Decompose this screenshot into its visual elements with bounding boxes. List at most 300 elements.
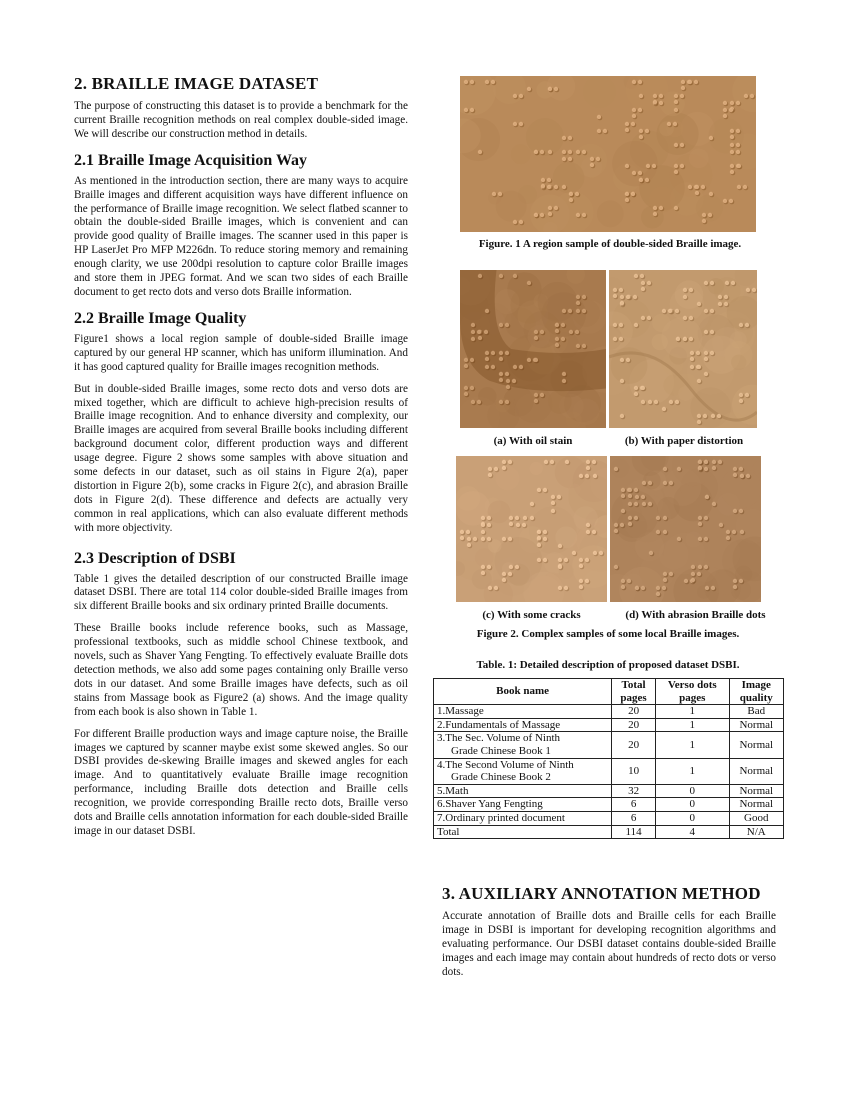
braille-dot [572,551,576,555]
braille-dot [704,357,708,361]
cell-quality: Normal [729,718,783,732]
braille-dot [513,274,517,278]
braille-dot [698,522,702,526]
section-2-3-paragraph-1: Table 1 gives the detailed description of our constructed Braille image dataset DSBI. There are total 114 color double-sided Braille images from six different Braille books and six ordinary printed Braille documents. [74,572,408,613]
braille-dot [582,150,586,154]
header-verso-pages [655,679,729,705]
section-2-heading: 2. BRAILLE IMAGE DATASET [74,74,319,93]
cell-book: 6.Shaver Yang Fengting [434,798,612,812]
table-row-total [434,825,784,839]
braille-dot [739,579,743,583]
section-3-heading: 3. AUXILIARY ANNOTATION METHOD [442,884,761,903]
braille-dot [576,150,580,154]
braille-dot [683,316,687,320]
braille-dot [481,530,485,534]
cell-book: 5.Math [434,784,612,798]
braille-dot [646,164,650,168]
braille-dot [726,536,730,540]
braille-dot [690,365,694,369]
braille-dot [519,122,523,126]
braille-dot [620,414,624,418]
braille-dot [704,330,708,334]
braille-dot [506,385,510,389]
cell-total: 32 [612,784,656,798]
braille-dot [586,460,590,464]
cell-total: 10 [612,758,656,784]
braille-dot [641,316,645,320]
braille-dot [590,163,594,167]
braille-dot [543,558,547,562]
braille-dot [704,351,708,355]
cell-verso: 1 [655,718,729,732]
header-total-line2: pages [620,691,647,704]
braille-dot [669,481,673,485]
braille-dot [732,530,736,534]
braille-dot [499,400,503,404]
braille-dot [576,295,580,299]
braille-dot [614,565,618,569]
table-1-caption: Table. 1: Detailed description of proposed dataset DSBI. [476,659,740,671]
figure-2c-label: (c) With some cracks [482,609,581,621]
braille-dot [710,281,714,285]
braille-dot [470,80,474,84]
braille-dot [519,220,523,224]
braille-dot [464,392,468,396]
paper-texture [568,484,581,497]
braille-dot [737,164,741,168]
braille-dot [513,94,517,98]
paper-texture [597,200,624,227]
braille-dot [464,80,468,84]
braille-dot [746,288,750,292]
braille-dot [695,191,699,195]
cell-book-line2: Grade Chinese Book 2 [451,771,551,784]
figure-1-caption: Figure. 1 A region sample of double-sided Braille image. [478,238,742,250]
braille-dot [499,357,503,361]
braille-dot [481,516,485,520]
braille-dot [590,157,594,161]
section-3 [442,884,776,988]
cell-total: 20 [612,732,656,758]
braille-dot [516,523,520,527]
braille-dot [724,302,728,306]
braille-dot [481,565,485,569]
braille-dot [712,502,716,506]
braille-dot [698,516,702,520]
braille-dot [656,516,660,520]
braille-dot [704,372,708,376]
braille-dot [731,281,735,285]
braille-dot [540,213,544,217]
braille-dot [579,558,583,562]
paper-texture [565,412,581,428]
braille-dot [621,509,625,513]
braille-dot [477,400,481,404]
braille-dot [547,178,551,182]
braille-dot [638,171,642,175]
braille-dot [680,164,684,168]
cell-book: 7.Ordinary printed document [434,811,612,825]
braille-dot [625,192,629,196]
table-row [434,705,784,719]
braille-dot [639,129,643,133]
braille-dot [730,164,734,168]
braille-dot [502,460,506,464]
braille-dot [621,488,625,492]
braille-dot [694,80,698,84]
braille-dot [484,330,488,334]
braille-dot [585,474,589,478]
braille-dot [652,164,656,168]
braille-dot [579,579,583,583]
braille-dot [502,537,506,541]
braille-dot [675,400,679,404]
braille-dot [506,379,510,383]
braille-dot [565,460,569,464]
paper-texture [708,278,724,294]
braille-dot [562,309,566,313]
braille-dot [586,466,590,470]
braille-dot [746,474,750,478]
braille-dot [499,372,503,376]
braille-dot [597,115,601,119]
figure-2b-image [609,270,757,428]
braille-dot [712,460,716,464]
braille-dot [620,379,624,383]
braille-dot [641,287,645,291]
braille-dot [534,399,538,403]
braille-dot [683,337,687,341]
braille-dot [698,565,702,569]
braille-dot [656,586,660,590]
paper-texture [612,141,657,186]
braille-dot [696,351,700,355]
braille-dot [534,213,538,217]
braille-dot [625,128,629,132]
header-verso-line1: Verso dots [667,679,717,691]
braille-dot [498,192,502,196]
braille-dot [470,358,474,362]
braille-dot [649,551,653,555]
braille-dot [568,309,572,313]
braille-dot [701,185,705,189]
header-total-pages [612,679,656,705]
braille-dot [633,295,637,299]
braille-dot [579,585,583,589]
braille-dot [641,495,645,499]
braille-dot [723,114,727,118]
braille-dot [708,213,712,217]
braille-dot [733,473,737,477]
braille-dot [502,466,506,470]
braille-dot [669,400,673,404]
braille-dot [620,523,624,527]
cell-verso: 0 [655,798,729,812]
braille-dot [485,309,489,313]
braille-dot [613,337,617,341]
braille-dot [620,295,624,299]
braille-dot [729,199,733,203]
braille-dot [653,94,657,98]
braille-dot [683,295,687,299]
braille-dot [625,164,629,168]
braille-dot [613,294,617,298]
braille-dot [582,344,586,348]
braille-dot [614,523,618,527]
braille-dot [709,136,713,140]
braille-dot [491,365,495,369]
braille-dot [554,87,558,91]
cell-book-line1: 3.The Sec. Volume of Ninth [437,732,561,745]
braille-dot [723,101,727,105]
braille-dot [711,414,715,418]
braille-dot [499,351,503,355]
section-3-paragraph: Accurate annotation of Braille dots and Braille cells for each Braille image in DSBI is important for developing recognition algorithms and evaluating performance. Our DSBI dataset contains double-sided Braille images and each image may contain about hundreds of recto dots or verso dots. [442,910,776,978]
braille-dot [642,502,646,506]
braille-dot [494,467,498,471]
braille-dot [614,467,618,471]
cell-verso: 4 [655,825,729,839]
braille-dot [750,94,754,98]
braille-dot [481,537,485,541]
braille-dot [561,323,565,327]
braille-dot [723,199,727,203]
braille-dot [635,495,639,499]
braille-dot [737,185,741,189]
figure-2b-svg [609,270,757,428]
braille-dot [487,523,491,527]
braille-dot [690,351,694,355]
braille-dot [586,530,590,534]
braille-dot [668,309,672,313]
braille-dot [733,585,737,589]
braille-dot [621,494,625,498]
braille-dot [634,502,638,506]
braille-dot [569,192,573,196]
braille-dot [628,488,632,492]
cell-book: Total [434,825,612,839]
braille-dot [620,358,624,362]
braille-dot [698,460,702,464]
braille-dot [485,351,489,355]
braille-dot [697,365,701,369]
braille-dot [513,220,517,224]
braille-dot [558,565,562,569]
braille-dot [523,516,527,520]
braille-dot [537,543,541,547]
braille-dot [662,407,666,411]
braille-dot [745,393,749,397]
figure-2d-image [610,456,761,602]
braille-dot [740,474,744,478]
figure-2a-image [460,270,606,428]
braille-dot [626,295,630,299]
braille-dot [648,481,652,485]
braille-dot [736,129,740,133]
braille-dot [663,467,667,471]
braille-dot [674,100,678,104]
braille-dot [642,481,646,485]
braille-dot [551,495,555,499]
cell-total: 114 [612,825,656,839]
braille-dot [704,516,708,520]
paper-texture [672,373,699,400]
braille-dot [596,157,600,161]
braille-dot [626,358,630,362]
braille-dot [586,523,590,527]
braille-dot [634,516,638,520]
braille-dot [705,586,709,590]
braille-dot [745,323,749,327]
braille-dot [548,206,552,210]
braille-dot [632,80,636,84]
braille-dot [739,509,743,513]
braille-dot [674,170,678,174]
braille-dot [647,316,651,320]
paper-texture [640,554,675,589]
braille-dot [499,274,503,278]
braille-dot [558,544,562,548]
braille-dot [680,94,684,98]
cell-book-line2: Grade Chinese Book 1 [451,744,551,757]
braille-dot [534,358,538,362]
braille-dot [562,150,566,154]
paper-texture [528,325,551,348]
braille-dot [733,467,737,471]
braille-dot [534,393,538,397]
braille-dot [653,100,657,104]
braille-dot [537,530,541,534]
braille-dot [667,122,671,126]
braille-dot [739,467,743,471]
braille-dot [730,135,734,139]
braille-dot [575,330,579,334]
section-2-3-heading: 2.3 Description of DSBI [74,549,236,567]
section-2-1-heading: 2.1 Braille Image Acquisition Way [74,151,308,169]
cell-quality: N/A [729,825,783,839]
paper-texture [652,314,670,332]
braille-dot [653,206,657,210]
braille-dot [562,372,566,376]
braille-dot [464,358,468,362]
braille-dot [723,108,727,112]
braille-dot [541,184,545,188]
braille-dot [662,309,666,313]
braille-dot [739,393,743,397]
braille-dot [730,101,734,105]
paper-texture [526,118,564,156]
braille-dot [593,551,597,555]
braille-dot [494,586,498,590]
cell-total: 20 [612,705,656,719]
braille-dot [631,192,635,196]
braille-dot [555,323,559,327]
braille-dot [669,572,673,576]
braille-dot [592,460,596,464]
braille-dot [663,516,667,520]
braille-dot [656,530,660,534]
braille-dot [530,516,534,520]
braille-dot [704,309,708,313]
braille-dot [648,400,652,404]
braille-dot [710,309,714,313]
braille-dot [674,143,678,147]
table-row [434,798,784,812]
section-2-2-paragraph-1: Figure1 shows a local region sample of double-sided Braille image captured by our general HP scanner, which has uniform illumination. And it has good captured quality for Braille images recognition methods. [74,332,408,373]
braille-dot [527,281,531,285]
braille-dot [576,213,580,217]
braille-dot [537,488,541,492]
braille-dot [638,80,642,84]
braille-dot [674,206,678,210]
braille-dot [740,530,744,534]
paper-texture [713,571,737,595]
braille-dot [488,467,492,471]
braille-dot [551,501,555,505]
braille-dot [555,343,559,347]
braille-dot [662,586,666,590]
braille-dot [502,572,506,576]
braille-dot [703,414,707,418]
cell-quality: Good [729,811,783,825]
braille-dot [632,114,636,118]
braille-dot [632,108,636,112]
braille-dot [736,101,740,105]
braille-dot [534,336,538,340]
braille-dot [634,386,638,390]
braille-dot [702,213,706,217]
braille-dot [569,198,573,202]
braille-dot [697,302,701,306]
cell-total: 20 [612,718,656,732]
braille-dot [675,309,679,313]
braille-dot [561,337,565,341]
braille-dot [488,473,492,477]
braille-dot [562,185,566,189]
braille-dot [471,323,475,327]
braille-dot [564,558,568,562]
figure-2a-svg [460,270,606,428]
cell-verso: 0 [655,811,729,825]
braille-dot [481,571,485,575]
braille-dot [568,157,572,161]
braille-dot [674,94,678,98]
braille-dot [478,150,482,154]
section-2-2-heading: 2.2 Braille Image Quality [74,309,247,327]
braille-dot [689,288,693,292]
figure-2d-svg [610,456,761,602]
braille-dot [645,129,649,133]
section-2-2-paragraph-2: But in double-sided Braille images, some recto dots and verso dots are mixed together, which are difficult to achieve high-precision results of Braille image recognition. And to enhance diversity and complexity, our Braille images are acquired from several Braille books including different background document color, different production ways and different usage degree. Figure 2 shows some samples with above situation and some defects in our dataset, such as oil stains in Figure 2(a), paper distortion in Figure 2(b), some cracks in Figure 2(c), and abrasion Braille dots in Figure 2(d). These difference and defects are actually very common in real applications, which can also evaluate different methods with more objectivity. [74,382,408,534]
braille-dot [695,185,699,189]
braille-dot [711,586,715,590]
braille-dot [724,295,728,299]
braille-dot [659,206,663,210]
braille-dot [704,467,708,471]
braille-dot [599,551,603,555]
braille-dot [638,108,642,112]
braille-dot [530,502,534,506]
braille-dot [736,150,740,154]
braille-dot [576,309,580,313]
braille-dot [478,274,482,278]
cell-book: 2.Fundamentals of Massage [434,718,612,732]
braille-dot [485,365,489,369]
paper-texture [610,459,629,478]
braille-dot [543,488,547,492]
braille-dot [582,213,586,217]
braille-dot [460,530,464,534]
